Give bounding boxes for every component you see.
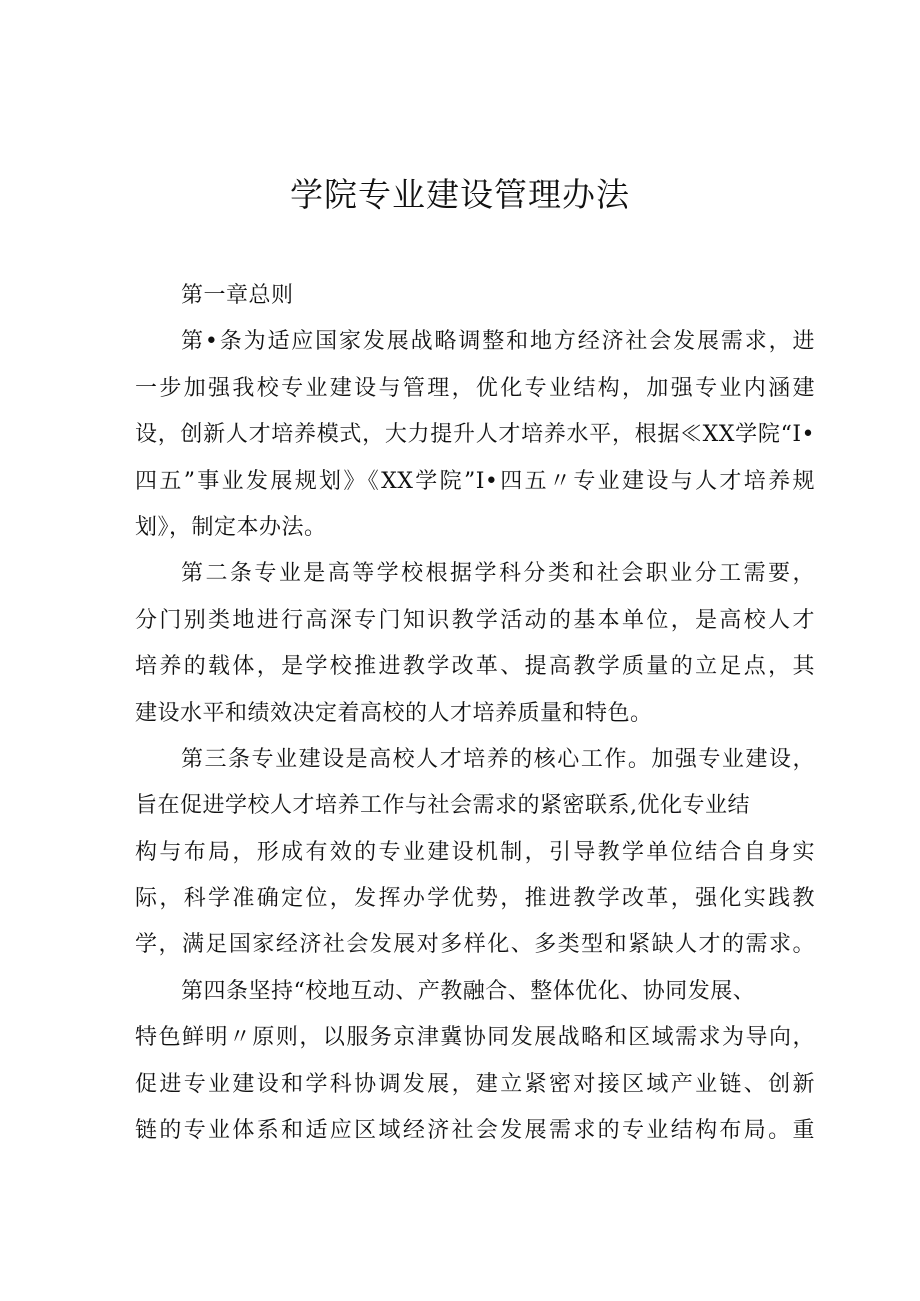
article-2-line: 培养的载体，是学校推进教学改革、提高教学质量的立足点，其 — [135, 654, 815, 680]
article-1-line: 设，创新人才培养模式，大力提升人才培养水平，根据≪XX学院“I• — [135, 422, 815, 448]
chapter-heading: 第一章总则 — [181, 283, 294, 308]
article-3-line: 际，科学准确定位，发挥办学优势，推进教学改革，强化实践教 — [135, 886, 815, 912]
article-3-line: 第三条专业建设是高校人才培养的核心工作。加强专业建设， — [181, 746, 815, 772]
document-body — [135, 273, 815, 1154]
article-2-line: 第二条专业是高等学校根据学科分类和社会职业分工需要， — [181, 561, 815, 587]
article-2-line: 建设水平和绩效决定着高校的人才培养质量和特色。 — [135, 700, 653, 726]
article-3-line: 旨在促进学校人才培养工作与社会需求的紧密联系,优化专业结 — [135, 793, 750, 819]
article-3-line: 学，满足国家经济社会发展对多样化、多类型和紧缺人才的需求。 — [135, 932, 815, 958]
article-4-line: 促进专业建设和学科协调发展，建立紧密对接区域产业链、创新 — [135, 1071, 815, 1097]
article-1-line: 划》，制定本办法。 — [135, 514, 327, 540]
article-4-line: 第四条坚持“校地互动、产教融合、整体优化、协同发展、 — [181, 978, 756, 1004]
article-4-line: 特色鲜明〃原则，以服务京津冀协同发展战略和区域需求为导向， — [135, 1025, 815, 1051]
article-1-line: 第•条为适应国家发展战略调整和地方经济社会发展需求，进 — [181, 329, 815, 355]
article-1-line: 一步加强我校专业建设与管理，优化专业结构，加强专业内涵建 — [135, 375, 815, 401]
article-2-line: 分门别类地进行高深专门知识教学活动的基本单位，是高校人才 — [135, 607, 815, 633]
article-1-line: 四五”事业发展规划》《XX学院”I•四五〃专业建设与人才培养规 — [135, 468, 815, 494]
article-3-line: 构与布局，形成有效的专业建设机制，引导教学单位结合自身实 — [135, 839, 815, 865]
document-title: 学院专业建设管理办法 — [290, 175, 630, 214]
article-4-line: 链的专业体系和适应区域经济社会发展需求的专业结构布局。重 — [135, 1118, 815, 1144]
